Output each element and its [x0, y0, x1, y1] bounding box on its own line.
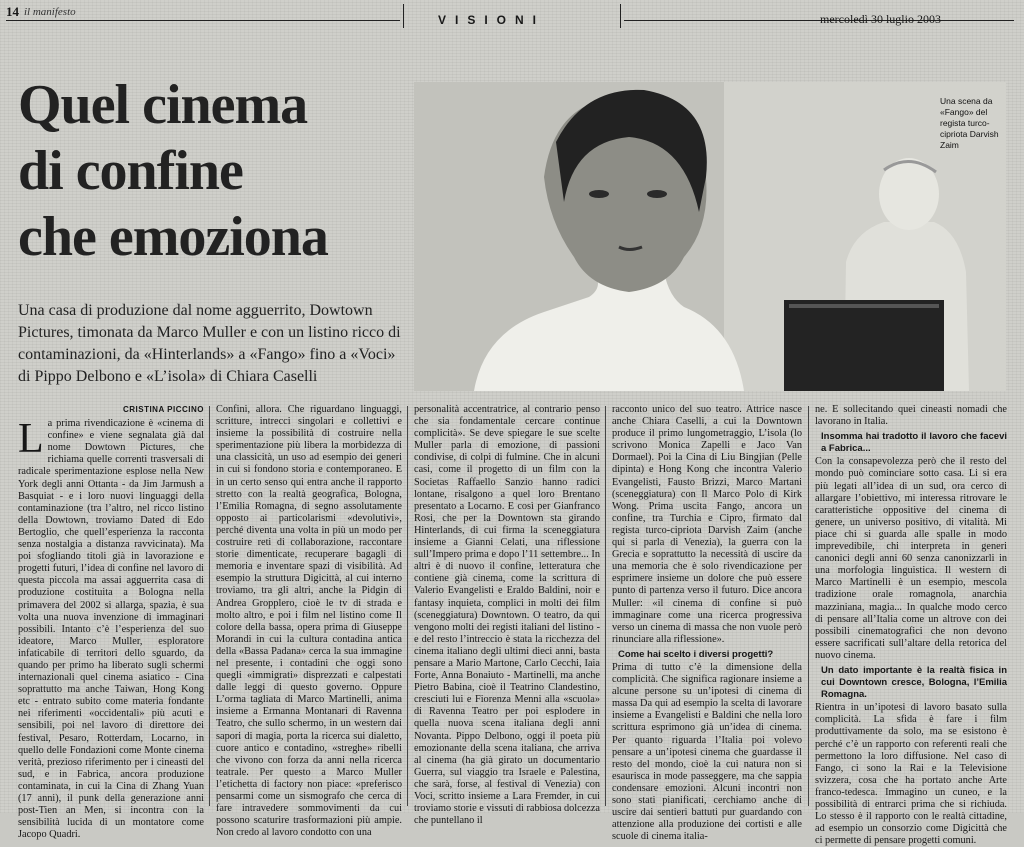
- interview-question: Insomma hai tradotto il lavoro che facevi a Fabrica...: [821, 431, 1007, 455]
- page-header: [0, 0, 1024, 28]
- article-column-3: [414, 404, 600, 827]
- title-line: Quel cinema: [18, 74, 308, 136]
- column-text: racconto unico del suo teatro. Attrice nasce anche Chiara Caselli, a cui la Downtown produce il primo lungometraggio, L’isola (lo scrivono Monica Zapelli e Jaco Van Dormael). Poi la Cina di Liu Bingjian (Pelle dipinta) e Hong Kong che incontra Valerio Evangelisti, Fausto Brizzi, Marco Martani (sceneggiatura) con Il Marco Polo di Kirk Wong. Prima uscita Fango, ancora un confine, tra Turchia e Cipro, firmato dal regista turco-cipriota Darvish Zaim (anche qui si parla di Venezia), la guerra con la Grecia e soprattutto la necessità di uscire da una memoria che è solo rivendicazione per esprimere insieme un dolore che può essere punto di partenza verso il futuro. Dice ancora Muller: «il cinema di confine si può immaginare come una ricerca progressiva verso un cinema di massa che non vuole però rinunciare alla riflessione».: [612, 404, 802, 645]
- newspaper-name: il manifesto: [24, 6, 76, 18]
- column-text: personalità accentratrice, al contrario penso che sia fondamentale cercare continue complicità». Se deve spiegare le sue scelte Muller parla di emozione, di passioni condivise, di colpi di fulmine. Che in alcuni casi, come il progetto di un film con la Societas Raffaello Sanzio hanno radici lontane, risalgono a quel loro Brentano presentato a Locarno. E così per Gianfranco Rosi, che per la Downtown sta girando Hinterlands, di cui firma la sceneggiatura insieme a Gianni Celati, una riflessione sull’Impero prima e dopo l’11 settembre... In altri è di nuovo il confine, letteratura che contiene già cinema, come la scrittura di Valerio Evangelisti e Eraldo Baldini, noir e fantasy inquieta, complici in molti dei film (sceneggiatura) Downtown. O teatro, da qui vengono molti dei registi italiani del listino - e del resto l’intreccio è stata la ricchezza del cinema italiano degli ultimi dieci anni, basta pensare a Mario Martone, Carlo Cecchi, Iaia Forte, Anna Bonaiuto - Martinelli, ma anche Pietro Babina, cioè il Teatrino Clandestino, cresciuti lui e Fiorenza Menni alla «scuola» di Ravenna Teatro per poi esplodere in quella nuova scena italiana degli anni Novanta. Pippo Delbono, oggi il poeta più emozionante della scena italiana, che arriva al cinema (ha già girato un documentario Guerra, sul viaggio tra Israele e Palestina, che sarà, forse, al festival di Venezia) con Voci, scritto insieme a Lara Fremder, in cui troviamo storie e vissuti di rabbiosa dolcezza che puntellano il: [414, 404, 600, 827]
- article-column-5: [815, 404, 1007, 847]
- interview-question: Un dato importante è la realtà fisica in cui Downtown cresce, Bologna, l’Emilia Romagna.: [821, 664, 1007, 701]
- column-text: ne. E sollecitando quei cineasti nomadi che lavorano in Italia.: [815, 404, 1007, 428]
- column-rule: [808, 406, 809, 806]
- byline: CRISTINA PICCINO: [122, 405, 204, 414]
- article-column-4: [612, 404, 802, 843]
- film-still-illustration: [414, 82, 1006, 391]
- title-line: che emoziona: [18, 206, 328, 268]
- header-rule-right: [624, 20, 1014, 21]
- column-text: Prima di tutto c’è la dimensione della complicità. Che significa ragionare insieme a alcune persone su un’ipotesi di cinema di massa Da qui ad esempio la scelta di lavorare insieme a Evangelisti e Baldini che nella loro scrittura esprimono già un’idea di cinema. Per quanto riguarda l’Italia poi volevo pensare a un’ipotesi cinema che guardasse il resto del mondo, cioè la cui natura non si esaurisca in mode passeggere, ma che sappia condensare emozioni. Alcuni incontri non sono stati pianificati, cerchiamo anche di uscire dai sentieri battuti pur guardando con attenzione alla produzione dei cortisti e alle scuole di cinema italia-: [612, 661, 802, 843]
- header-rule-left: [6, 20, 400, 21]
- header-divider: [620, 4, 621, 28]
- column-rule: [407, 406, 408, 806]
- interview-question: Come hai scelto i diversi progetti?: [618, 648, 774, 660]
- drop-cap: L: [18, 416, 44, 463]
- column-rule: [605, 406, 606, 806]
- article-subtitle: Una casa di produzione dal nome agguerrito, Dowtown Pictures, timonata da Marco Muller e con un listino ricco di contaminazioni, da «Hinterlands» a «Fango» fino a «Voci» di Pippo Delbono e «L’isola» di Chiara Caselli: [18, 302, 401, 385]
- section-name: VISIONI: [438, 13, 546, 27]
- column-rule: [209, 406, 210, 806]
- column-text: Rientra in un’ipotesi di lavoro basato sulla complicità. La sfida è fare i film produttivamente da solo, ma se esistono è perché c’è un rapporto con referenti reali che permettono la loro diffusione. Nel caso di Fango, ci sono la Rai e la Televisione svizzera, cosa che ha portato anche Arte franco-tedesca. Immagino un cuneo, e la possibilità di entrarci prima che si richiuda. Lo stesso è il rapporto con le realtà cittadine, ad esempio un consorzio come Digicittà che ci permette di pensare progetti comuni.: [815, 702, 1007, 847]
- column-text: Confini, allora. Che riguardano linguaggi, scritture, intrecci singolari e collettivi e insieme la possibilità di costruire nella sperimentazione più libera la morbidezza di una classicità, un uso ad esempio dei generi in cui si fondono storia e contemporaneo. E in un certo senso qui entra anche il rapporto stretto con la realtà geografica, Bologna, l’Emilia Romagna, di segno assolutamente opposto ai particolarismi «devolutivi», perché diventa una volta in più un modo per costruire reti di collaborazione, raccontare storie dimenticate, recuperare bagagli di memoria e inventare spazi di visibilità. Ad esempio la struttura Digicittà, al cui interno troviamo, tra gli altri, anche la Pidgin di Andrea Gropplero, cioè le tv di strada e molto altro, e poi i film nel listino come Il colore della bassa, opera prima di Giuseppe Morandi in cui la cultura contadina antica della «Bassa Padana» cerca la sua immagine nel presente, i contadini che oggi sono quegli «immigrati» disprezzati e calpestati dalle leggi di questo governo. Oppure L’orma tagliata di Marco Martinelli, anima insieme a Ermanna Montanari di Ravenna Teatro, che sullo schermo, in un western dai sapori di magia, porta la ricerca sui dialetto, cuore antico e contadino, «streghe» ribelli che vivono con forza da anni nella ricerca teatrale. Per questo a Marco Muller l’etichetta di factory non piace: «preferisco pensarmi come un sismografo che cerca di fare intravedere sommovimenti da cui possono scaturire trasformazioni più ampie. Non credo al lavoro condotto con una: [216, 404, 402, 839]
- title-line: di confine: [18, 140, 243, 202]
- column-text: Con la consapevolezza però che il resto del mondo può cominciare sotto casa. Li si era più legati all’idea di un sud, ora cerco di allargare l’obiettivo, mi interessa ritrovare le caratteristiche oppositive del cinema di genere, un universo positivo, di vitalità. Mi piace chi si guarda alle spalle in modo imprevedibile, chi interpreta in generi canonici degli anni 60 senza canonizzarli in una morfologia linguistica. Il western di Marco Martinelli è un esempio, mescola tradizione orale romagnola, anarchia mazziniana, magia... In qualche modo cerco di pensare all’Italia come un altrove con dei possibili cinematografici che non devono essere sacrificati sull’altare della retorica del nuovo cinema.: [815, 456, 1007, 661]
- article-column-1: [18, 404, 204, 841]
- page-number: 14: [6, 4, 19, 19]
- article-title: [18, 72, 418, 270]
- article-photo: [414, 82, 1006, 391]
- article-column-2: [216, 404, 402, 839]
- column-text: a prima rivendicazione è «cinema di confine» e viene segnalata già dal nome Dowtown Pictures, che richiama quelle correnti trasversali di radicale sperimentazione esplose nella New York degli anni Ottanta - da Jim Jarmush a Basquiat - e i loro nuovi linguaggi della contaminazione (tra l’altro, nel ricco listino della Dowtown, troviamo Dated di Edo Bertoglio, che quell’esperienza la racconta senza nostalgia a distanza ravvicinata). Ma poi sfogliando titoli già in lavorazione e progetti futuri, l’idea di confine nel lavoro di questa piccola ma assai agguerrita casa di produzione costituita a Bologna nella primavera del 2002 si allarga, spazia, è sua volta una nuova invenzione di immaginari possibili. Intanto c’è l’esperienza del suo ideatore, Marco Muller, esploratore infaticabile di territori dello sguardo, da quando per primo ha liberato sugli schermi internazionali quel cinema asiatico - Cina soprattutto ma anche Taiwan, Hong Kong etc - entrato subito come materia fondante nei riferimenti «occidentali» più acuti e sensibili, poi nel lavoro di direttore dei festival, Pesaro, Rotterdam, Locarno, in quello delle Fondazioni come Monte cinema verità, prezioso riferimento per i cineasti del sud, e in Fabrica, ancora produzione contaminata, in cui la Cina di Zhang Yuan (17 anni), il punk della generazione anni post-Tien an Men, si incontra con la sensibilità lucida di un montatore come Jacopo Quadri.: [18, 418, 204, 841]
- issue-date: mercoledì 30 luglio 2003: [820, 12, 941, 26]
- header-divider: [403, 4, 404, 28]
- photo-caption: Una scena da «Fango» del regista turco-cipriota Darvish Zaim: [940, 96, 999, 150]
